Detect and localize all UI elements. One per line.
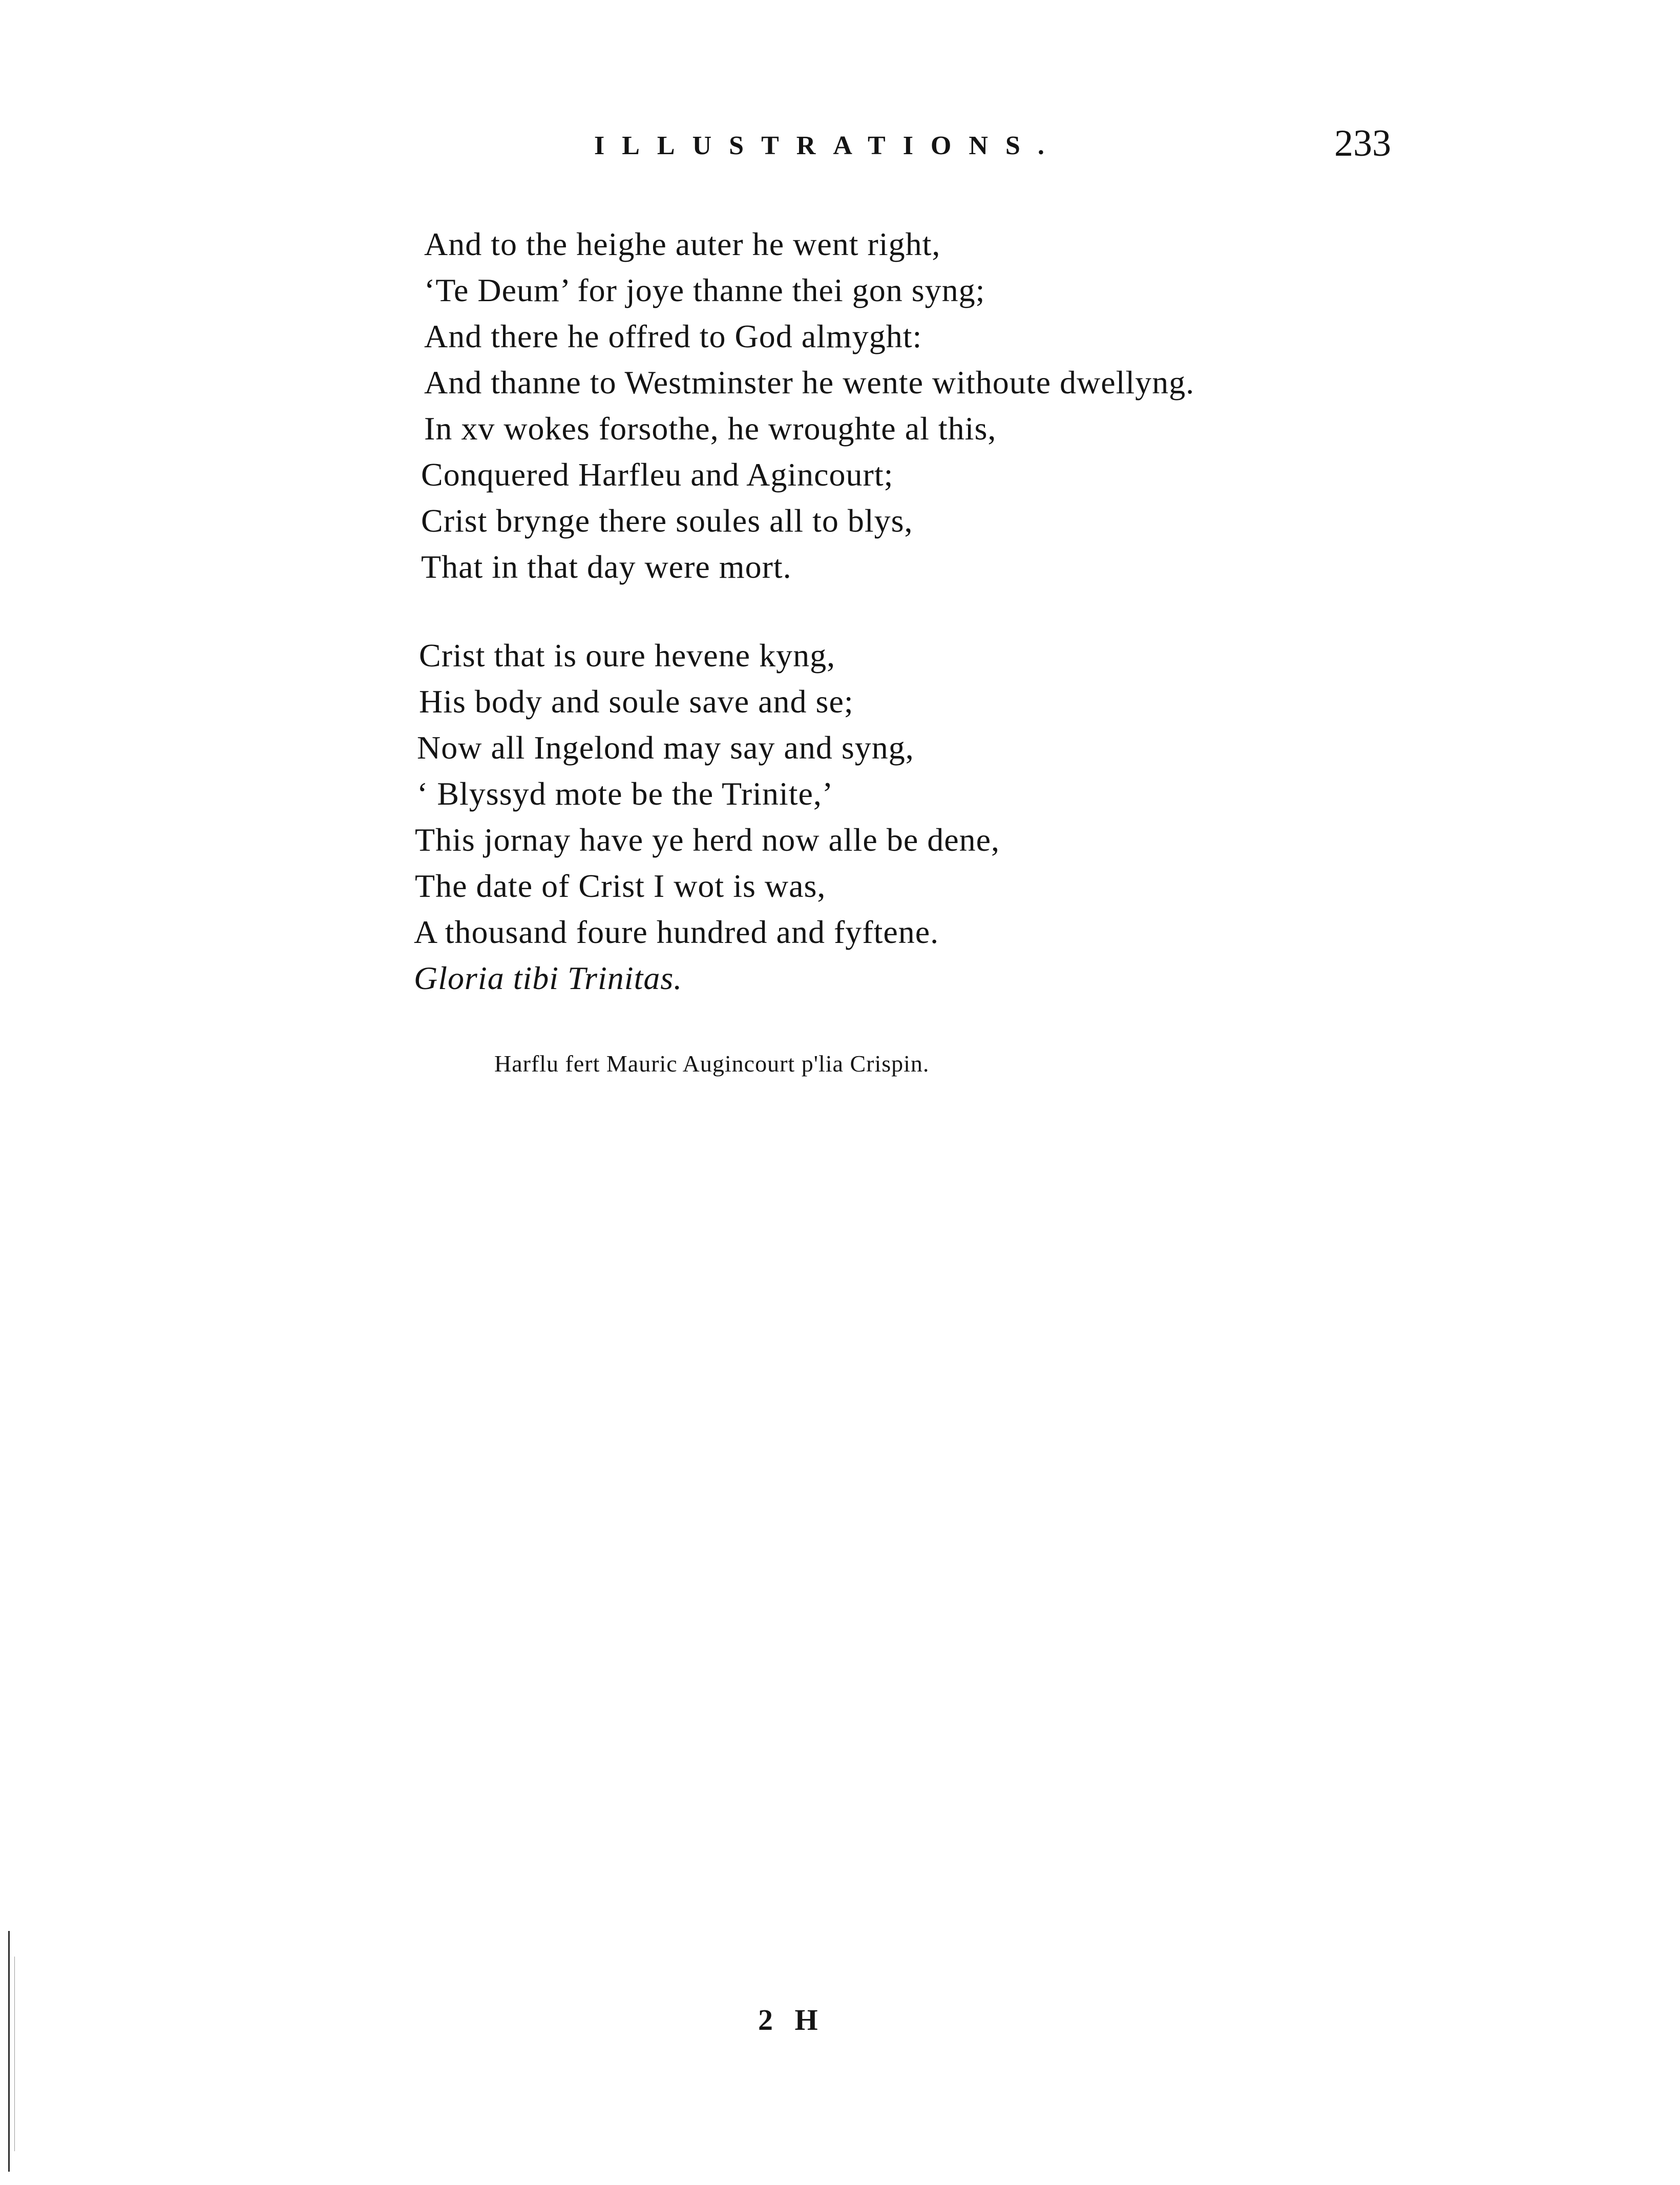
verse-line: ‘Te Deum’ for joye thanne thei gon syng; — [424, 272, 985, 308]
verse-line: In xv wokes forsothe, he wroughte al this, — [424, 410, 997, 447]
verse-line: ‘ Blyssyd mote be the Trinite,’ — [417, 775, 834, 812]
verse-line: Crist brynge there soules all to blys, — [421, 502, 913, 539]
scan-edge-line — [14, 1957, 15, 2151]
running-head: ILLUSTRATIONS. — [594, 131, 1062, 160]
verse-line: Now all Ingelond may say and syng, — [417, 729, 914, 766]
verse-line: And thanne to Westminster he wente withoute dwellyng. — [424, 364, 1195, 401]
verse-line: That in that day were mort. — [421, 549, 792, 585]
colophon: Harflu fert Mauric Augincourt p'lia Crispin. — [494, 1051, 930, 1077]
verse-line: The date of Crist I wot is was, — [415, 868, 826, 904]
verse-line: And to the heighe auter he went right, — [424, 226, 941, 262]
verse-line-italic: Gloria tibi Trinitas. — [414, 960, 683, 996]
verse-line: Crist that is oure hevene kyng, — [419, 637, 836, 674]
verse-line: This jornay have ye herd now alle be dene, — [415, 822, 1000, 858]
verse-line: A thousand foure hundred and fyftene. — [414, 914, 939, 950]
signature-mark: 2 H — [758, 2003, 825, 2036]
page-number: 233 — [1334, 122, 1391, 164]
verse-line: Conquered Harfleu and Agincourt; — [421, 456, 894, 493]
verse-line: And there he offred to God almyght: — [424, 318, 922, 354]
scan-edge-line — [8, 1931, 10, 2172]
verse-line: His body and soule save and se; — [419, 683, 854, 720]
